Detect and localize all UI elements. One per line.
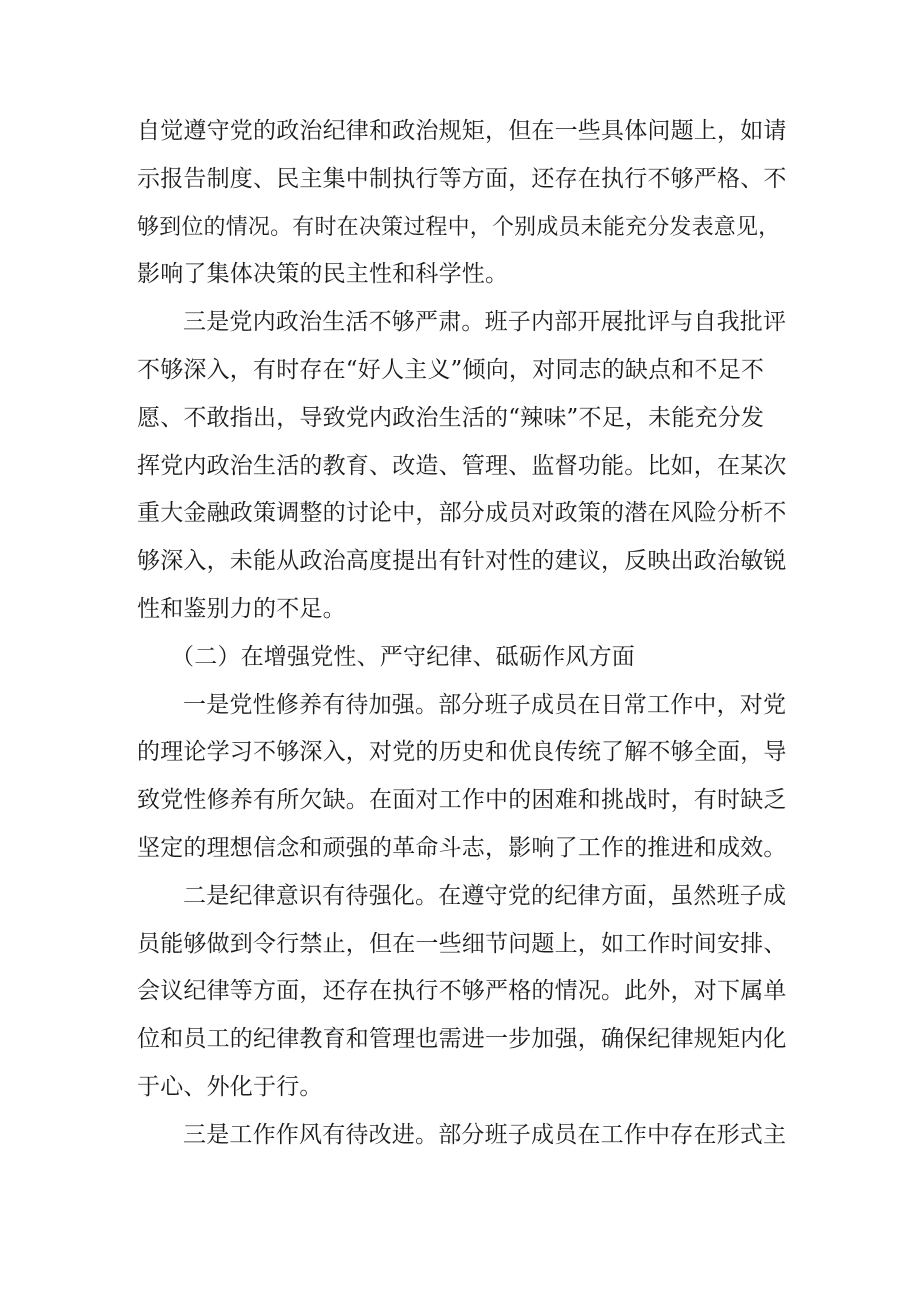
- paragraph-line: 的理论学习不够深入，对党的历史和优良传统了解不够全面，导: [137, 739, 787, 766]
- section-heading: （二）在增强党性、严守纪律、砥砺作风方面: [171, 643, 635, 670]
- paragraph-line: 重大金融政策调整的讨论中，部分成员对政策的潜在风险分析不: [137, 500, 787, 527]
- paragraph-line: 自觉遵守党的政治纪律和政治规矩，但在一些具体问题上，如请: [137, 118, 787, 144]
- paragraph-first-line: 二是纪律意识有待强化。在遵守党的纪律方面，虽然班子成: [183, 882, 787, 909]
- paragraph-line: 不够深入，有时存在“好人主义”倾向，对同志的缺点和不足不: [137, 356, 765, 383]
- paragraph-line: 会议纪律等方面，还存在执行不够严格的情况。此外，对下属单: [137, 978, 787, 1005]
- paragraph-line: 性和鉴别力的不足。: [137, 595, 346, 622]
- paragraph-line: 够深入，未能从政治高度提出有针对性的建议，反映出政治敏锐: [137, 548, 787, 575]
- document-body: [137, 108, 787, 1160]
- paragraph-line: 员能够做到令行禁止，但在一些细节问题上，如工作时间安排、: [137, 930, 787, 957]
- paragraph-first-line: 三是党内政治生活不够严肃。班子内部开展批评与自我批评: [183, 309, 787, 336]
- paragraph-first-line: 三是工作作风有待改进。部分班子成员在工作中存在形式主: [183, 1121, 787, 1148]
- paragraph-line: 于心、外化于行。: [137, 1073, 323, 1100]
- paragraph-first-line: 一是党性修养有待加强。部分班子成员在日常工作中，对党: [183, 691, 787, 718]
- paragraph-line: 示报告制度、民主集中制执行等方面，还存在执行不够严格、不: [137, 165, 787, 192]
- paragraph-line: 位和员工的纪律教育和管理也需进一步加强，确保纪律规矩内化: [137, 1026, 787, 1053]
- paragraph-line: 够到位的情况。有时在决策过程中，个别成员未能充分发表意见，: [137, 214, 781, 240]
- paragraph-line: 致党性修养有所欠缺。在面对工作中的困难和挑战时，有时缺乏: [137, 787, 787, 814]
- paragraph-line: 挥党内政治生活的教育、改造、管理、监督功能。比如，在某次: [137, 452, 787, 479]
- paragraph-line: 坚定的理想信念和顽强的革命斗志，影响了工作的推进和成效。: [137, 834, 787, 861]
- paragraph-line: 愿、不敢指出，导致党内政治生活的“辣味”不足，未能充分发: [137, 404, 765, 431]
- paragraph-line: 影响了集体决策的民主性和科学性。: [137, 261, 509, 288]
